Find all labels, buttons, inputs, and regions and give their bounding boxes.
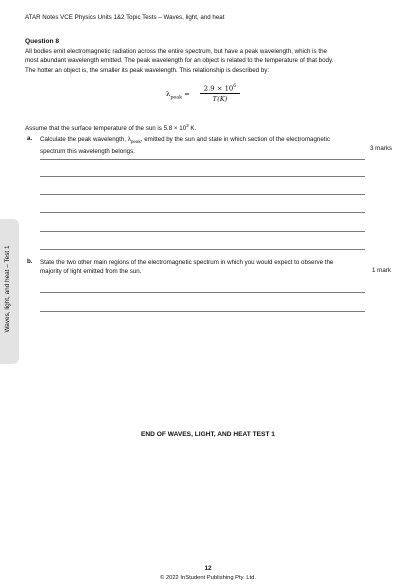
intro-line: The hotter an object is, the smaller its peak wavelength. This relationship is described by: bbox=[25, 66, 270, 74]
intro-line: most abundant wavelength emitted. The peak wavelength for an object is related to the temperature of that body. bbox=[25, 57, 334, 65]
answer-line[interactable] bbox=[40, 212, 365, 213]
numerator-exponent: 6 bbox=[233, 84, 237, 89]
part-a-line1-start: Calculate the peak wavelength, λ bbox=[40, 136, 131, 143]
formula-numerator bbox=[200, 84, 240, 94]
lambda-symbol: λ bbox=[166, 90, 171, 98]
part-b-letter: b. bbox=[27, 258, 33, 265]
part-a-marks: 3 marks bbox=[370, 145, 393, 152]
end-of-test-heading: END OF WAVES, LIGHT, AND HEAT TEST 1 bbox=[141, 431, 275, 438]
part-b-text bbox=[40, 258, 370, 277]
intro-line: All bodies emit electromagnetic radiation across the entire spectrum, but have a peak wavelength, which is the bbox=[25, 48, 327, 55]
part-b-marks: 1 mark bbox=[372, 267, 391, 274]
part-a-letter: a. bbox=[27, 135, 33, 142]
side-tab-label: Waves, light, and heat – Test 1 bbox=[4, 245, 11, 333]
part-a-text bbox=[40, 135, 362, 156]
side-tab bbox=[0, 219, 19, 364]
assumption-exponent: 3 bbox=[186, 123, 189, 128]
part-a-line2: spectrum this wavelength belongs. bbox=[40, 147, 135, 155]
running-header: ATAR Notes VCE Physics Units 1&2 Topic Tests – Waves, light, and heat bbox=[25, 14, 225, 21]
answer-line[interactable] bbox=[40, 311, 365, 312]
question-intro bbox=[25, 47, 377, 75]
part-a-line1 bbox=[40, 135, 362, 147]
part-b-line2: majority of light emitted from the sun. bbox=[40, 268, 142, 276]
assumption-text bbox=[25, 123, 196, 132]
answer-line[interactable] bbox=[40, 176, 365, 177]
answer-line[interactable] bbox=[40, 292, 365, 293]
page-number: 12 bbox=[204, 565, 212, 572]
answer-line[interactable] bbox=[40, 159, 365, 160]
assumption-base: Assume that the surface temperature of the sun is 5.8 × 10 bbox=[25, 125, 187, 133]
formula-lhs bbox=[166, 90, 190, 100]
question-title: Question 8 bbox=[25, 38, 60, 45]
answer-line[interactable] bbox=[40, 231, 365, 232]
lambda-subscript: peak bbox=[170, 95, 182, 101]
copyright-notice: © 2022 InStudent Publishing Pty. Ltd. bbox=[159, 575, 256, 581]
equals-sign: = bbox=[182, 90, 190, 98]
answer-line[interactable] bbox=[40, 249, 365, 250]
formula-denominator: T(K) bbox=[212, 95, 228, 104]
part-a-line1-sub: peak bbox=[130, 139, 141, 145]
part-b-line1: State the two other main regions of the electromagnetic spectrum in which you would expect to observe the bbox=[40, 259, 334, 266]
part-a-line1-end: , emitted by the sun and state in which section of the electromagnetic bbox=[140, 136, 330, 143]
assumption-unit: K. bbox=[188, 125, 197, 133]
formula-fraction bbox=[200, 84, 240, 103]
numerator-base: 2.9 × 10 bbox=[203, 84, 234, 93]
answer-line[interactable] bbox=[40, 194, 365, 195]
